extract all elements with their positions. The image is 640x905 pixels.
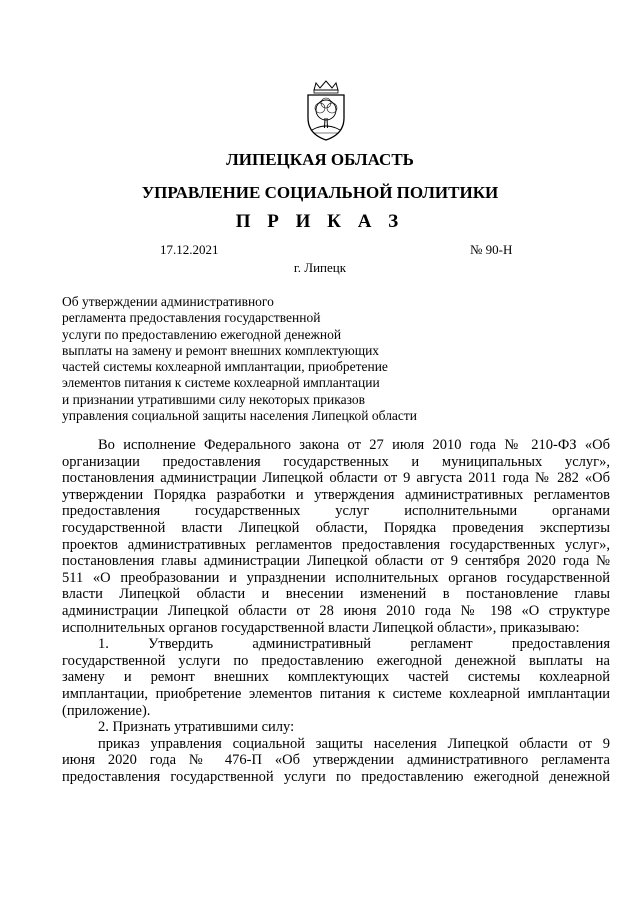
body-line: 2. Признать утратившими силу: (98, 719, 295, 736)
body-line: государственной власти Липецкой области, Порядка проведения экспертизы (62, 519, 610, 536)
body-line: организации предоставления государственных и муниципальных услуг», (62, 453, 610, 470)
coat-of-arms-icon (302, 80, 350, 142)
order-body (62, 437, 610, 785)
body-line: 1. Утвердить административный регламент предоставления (98, 636, 610, 653)
body-line: исполнительных органов государственной власти Липецкой области», приказываю: (62, 619, 580, 636)
body-line: предоставления государственных услуг исполнительными органами (62, 503, 610, 520)
body-line: государственной услуги по предоставлению ежегодной денежной выплаты на (62, 652, 610, 669)
body-line: власти Липецкой области и внесении изменений в постановление главы (62, 586, 610, 603)
body-line: постановления администрации Липецкой области от 9 августа 2011 года № 282 «Об (62, 470, 610, 487)
document-type: П Р И К А З (235, 211, 405, 232)
subject-line: управления социальной защиты населения Липецкой области (62, 408, 418, 424)
subject-line: услуги по предоставлению ежегодной денежной (62, 326, 342, 342)
subject-line: выплаты на замену и ремонт внешних комплектующих (62, 342, 380, 358)
body-line: постановления главы администрации Липецкой области от 9 сентября 2020 года № (62, 553, 610, 570)
body-line: предоставления государственной услуги по предоставлению ежегодной денежной (62, 768, 610, 785)
department-title: УПРАВЛЕНИЕ СОЦИАЛЬНОЙ ПОЛИТИКИ (141, 183, 499, 202)
body-line: (приложение). (62, 702, 151, 719)
region-title: ЛИПЕЦКАЯ ОБЛАСТЬ (226, 150, 414, 169)
body-line: замену и ремонт внешних комплектующих частей системы кохлеарной (62, 669, 610, 686)
order-city: г. Липецк (293, 260, 347, 275)
body-line: утверждении Порядка разработки и утверждения административных регламентов (62, 486, 610, 503)
body-line: имплантации, приобретение элементов питания к системе кохлеарной имплантации (62, 685, 610, 702)
body-line: 511 «О преобразовании и упразднении исполнительных органов государственной (62, 569, 610, 586)
subject-line: и признании утратившими силу некоторых приказов (62, 391, 365, 407)
subject-line: элементов питания к системе кохлеарной имплантации (62, 375, 380, 391)
body-line: администрации Липецкой области от 28 июня 2010 года № 198 «О структуре (62, 602, 610, 619)
body-line: приказ управления социальной защиты населения Липецкой области от 9 (98, 735, 610, 752)
order-subject (62, 294, 482, 424)
subject-line: частей системы кохлеарной имплантации, приобретение (62, 359, 388, 375)
subject-line: регламента предоставления государственной (62, 310, 321, 326)
body-line: проектов административных регламентов предоставления государственных услуг», (62, 536, 610, 553)
order-date: 17.12.2021 (160, 242, 219, 257)
order-number: № 90-Н (470, 242, 513, 257)
subject-line: Об утверждении административного (62, 294, 274, 309)
body-line: июня 2020 года № 476-П «Об утверждении административного регламента (62, 752, 610, 769)
body-line: Во исполнение Федерального закона от 27 июля 2010 года № 210-ФЗ «Об (98, 437, 610, 453)
